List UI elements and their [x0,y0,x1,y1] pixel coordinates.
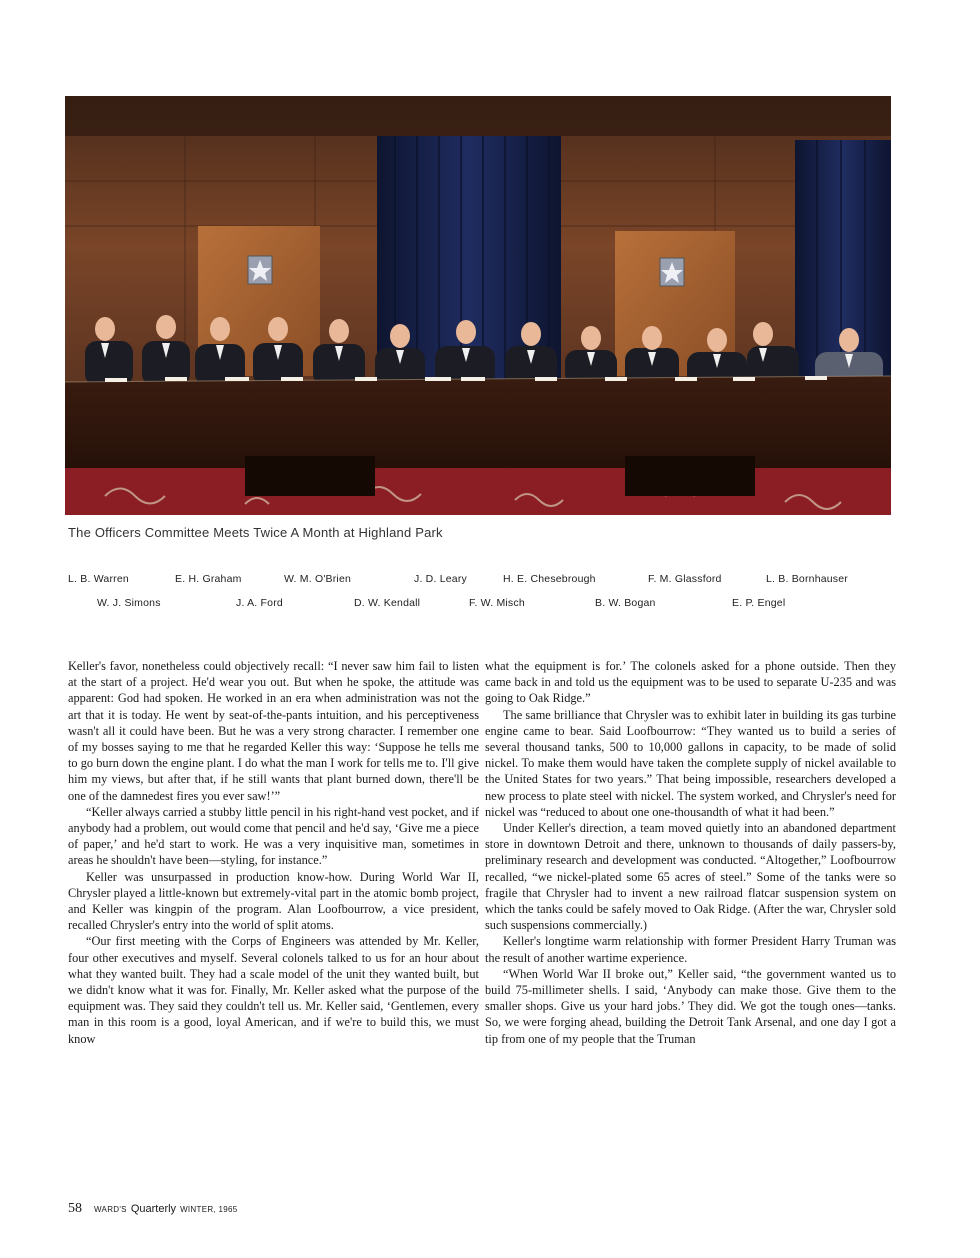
issue-date: WINTER, 1965 [180,1205,238,1214]
paragraph: Keller's longtime warm relationship with former President Harry Truman was the result of another wartime experience. [485,934,896,965]
officer-name: W. J. Simons [97,597,161,609]
officer-name: L. B. Bornhauser [766,573,848,585]
officer-name: E. P. Engel [732,597,786,609]
officer-name: L. B. Warren [68,573,129,585]
paragraph: “When World War II broke out,” Keller said, “the government wanted us to build 75-millimeter shells. I said, ‘Anybody can make those. Give them to the smaller shops. Give us your hard jobs.’ They did. We got the tough ones—tanks. So, we were forging ahead, building the Detroit Tank Arsenal, and one day I got a tip from one of my people that the Truman [485,966,896,1046]
paragraph: Under Keller's direction, a team moved quietly into an abandoned department store in downtown Detroit and there, unknown to thousands of daily passers-by, preliminary research and development was conducted. “Altogether,” Loofbourrow recalled, “we nickel-plated some 65 acres of steel.” Some of the tanks were so fragile that Chrysler had to invent a new railroad flatcar suspension system on which the tanks could be safely moved to Oak Ridge. (After the war, Chrysler sold such suspensions commercially.) [485,821,896,933]
officer-name: F. W. Misch [469,597,525,609]
officer-name: J. A. Ford [236,597,283,609]
names-row-top [0,573,980,589]
officer-name: F. M. Glassford [648,573,722,585]
officer-name: J. D. Leary [414,573,467,585]
paragraph: “Our first meeting with the Corps of Engineers was attended by Mr. Keller, four other executives and myself. Several colonels talked to us for an hour about what they wanted built. They had a scale model of the unit they wanted built, but we didn't know what it was for. Finally, Mr. Keller asked what the purpose of the equipment was. They said they couldn't tell us. Mr. Keller said, ‘Gentlemen, every man in this room is a good, loyal American, and if we're to build this, we must know [68,934,479,1046]
photo-caption: The Officers Committee Meets Twice A Month at Highland Park [68,525,443,540]
paragraph: Keller's favor, nonetheless could objectively recall: “I never saw him fail to listen at the start of a project. He'd wear you out. But when he spoke, the attitude was apparent: God had spoken. He worked in an era when administration was not the art that it is today. He went by seat-of-the-pants intuition, and his perceptiveness wasn't all it could have been. But he was a very strong character. I remember one of my bosses saying to me that he regarded Keller this way: ‘Suppose he tells me to go burn down the engine plant. I do what the man I work for tells me to. I'll give him my views, but after that, if he still wants that plant burned down, there'll be one of the damnedest fires you ever saw!’” [68,659,479,803]
page-footer [68,1199,237,1217]
paragraph: Keller was unsurpassed in production know-how. During World War II, Chrysler played a little-known but extremely-vital part in the atomic bomb project, and Keller was kingpin of the program. Alan Loofbourrow, a vice president, recalled Chrysler's entry into the world of split atoms. [68,869,479,933]
article-column-left [68,658,479,1047]
star-emblem-left [248,256,272,284]
officer-name: H. E. Chesebrough [503,573,596,585]
boardroom-photo [65,96,891,515]
boardroom-illustration [65,96,891,515]
officer-name: E. H. Graham [175,573,242,585]
page-number: 58 [68,1201,82,1216]
star-emblem-right [660,258,684,286]
paragraph: what the equipment is for.’ The colonels asked for a phone outside. Then they came back in and told us the equipment was to be used to separate U-235 and was going to Oak Ridge.” [485,659,896,706]
magazine-prefix: WARD'S [94,1205,127,1214]
officer-name: W. M. O'Brien [284,573,352,585]
names-row-bottom [0,597,980,613]
officer-name: B. W. Bogan [595,597,656,609]
magazine-name: Quarterly [130,1203,177,1215]
officer-name: D. W. Kendall [354,597,421,609]
paragraph: “Keller always carried a stubby little pencil in his right-hand vest pocket, and if anybody had a problem, out would come that pencil and he'd say, ‘Give me a piece of paper,’ and he'd start to work. He was a very inquisitive man, sometimes in areas he shouldn't have been—styling, for instance.” [68,804,479,868]
article-column-right [485,658,896,1047]
paragraph: The same brilliance that Chrysler was to exhibit later in building its gas turbine engine came to bear. Said Loofbourrow: “They wanted us to build a series of several thousand tanks, 500 to 10,000 gallons in capacity, to be made of solid nickel. To make them would have taken the complete supply of nickel available to the United States for two years.” That being impossible, researchers developed a new process to plate steel with nickel. The system worked, and Chrysler's need for nickel was “reduced to about one one-thousandth of what it had been.” [485,707,896,819]
